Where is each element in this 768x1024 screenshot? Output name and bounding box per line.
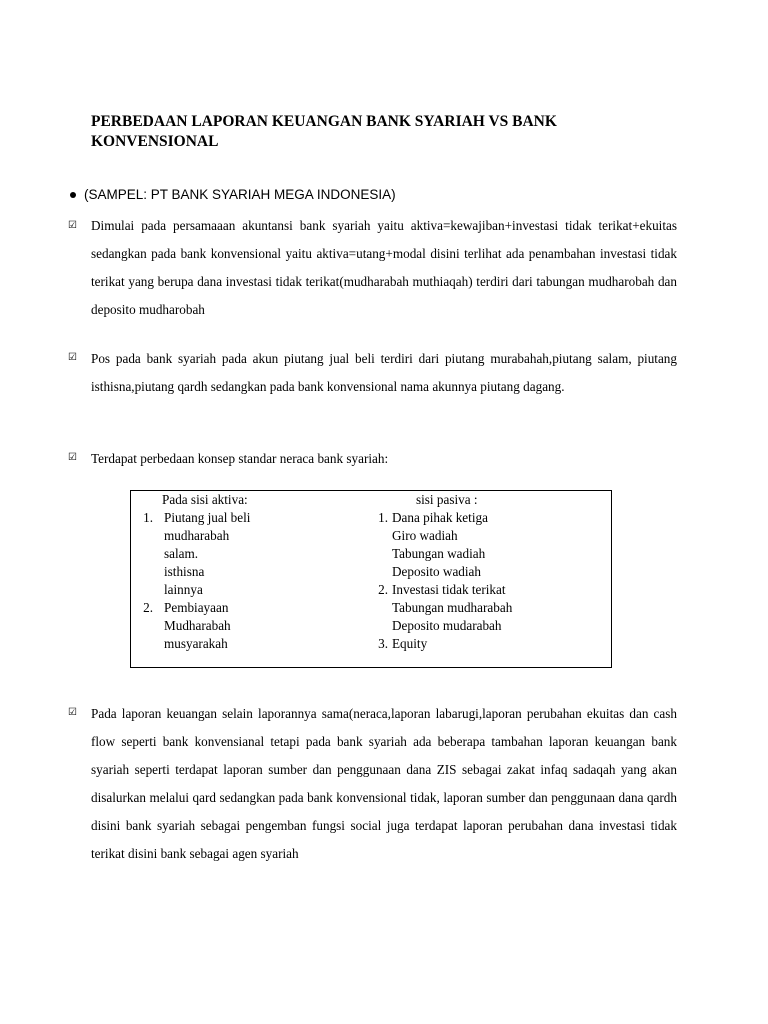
- left-row: [131, 581, 366, 599]
- left-row-text: Mudharabah: [164, 618, 231, 633]
- right-row-text: Tabungan wadiah: [392, 546, 486, 561]
- check-box-icon: ☑: [68, 352, 77, 363]
- check-box-icon: ☑: [68, 707, 77, 718]
- left-row: [131, 599, 366, 617]
- left-row-number: 1.: [143, 510, 153, 525]
- right-row-number: 1.: [378, 510, 388, 525]
- right-row: [366, 599, 611, 617]
- right-row: [366, 617, 611, 635]
- check-box-icon: ☑: [68, 220, 77, 231]
- left-row: [131, 527, 366, 545]
- right-row-text: Investasi tidak terikat: [392, 582, 506, 597]
- assets-header-row: [131, 491, 366, 509]
- left-row-text: salam.: [164, 546, 199, 561]
- left-row: [131, 563, 366, 581]
- right-row-text: Tabungan mudharabah: [392, 600, 513, 615]
- left-row-text: mudharabah: [164, 528, 230, 543]
- bullet-dot-icon: [70, 192, 76, 198]
- left-row: [131, 509, 366, 527]
- right-row: [366, 527, 611, 545]
- right-row-number: 2.: [378, 582, 388, 597]
- right-row: [366, 581, 611, 599]
- sample-bullet: [70, 185, 396, 205]
- balance-sheet-table: [130, 490, 612, 668]
- right-row: [366, 635, 611, 653]
- document-title: PERBEDAAN LAPORAN KEUANGAN BANK SYARIAH VS BANK KONVENSIONAL: [91, 113, 557, 150]
- right-row-text: Dana pihak ketiga: [392, 510, 488, 525]
- paragraph-3: Terdapat perbedaan konsep standar neraca bank syariah:: [91, 451, 389, 466]
- right-row-text: Deposito wadiah: [392, 564, 481, 579]
- liabilities-header: sisi pasiva :: [416, 492, 478, 507]
- paragraph-1: Dimulai pada persamaaan akuntansi bank syariah yaitu aktiva=kewajiban+investasi tidak terikat+ekuitas sedangkan pada bank konvensional yaitu aktiva=utang+modal disini terlihat ada penambahan investasi tidak terikat yang berupa dana investasi tidak terikat(mudharabah muthiaqah) terdiri dari tabungan mudharobah dan deposito mudharobah: [91, 218, 677, 317]
- right-row: [366, 545, 611, 563]
- sample-label: (SAMPEL: PT BANK SYARIAH MEGA INDONESIA): [84, 187, 396, 202]
- left-row-number: 2.: [143, 600, 153, 615]
- liabilities-header-row: [366, 491, 611, 509]
- left-row-text: Piutang jual beli: [164, 510, 251, 525]
- assets-column: [131, 491, 366, 653]
- left-row-text: Pembiayaan: [164, 600, 229, 615]
- left-row-text: musyarakah: [164, 636, 228, 651]
- right-row: [366, 563, 611, 581]
- paragraph-2: Pos pada bank syariah pada akun piutang jual beli terdiri dari piutang murabahah,piutang salam, piutang isthisna,piutang qardh sedangkan pada bank konvensional nama akunnya piutang dagang.: [91, 351, 677, 394]
- left-row: [131, 635, 366, 653]
- left-row: [131, 617, 366, 635]
- right-row: [366, 509, 611, 527]
- liabilities-column: [366, 491, 611, 653]
- assets-header: Pada sisi aktiva:: [162, 492, 248, 507]
- paragraph-4: Pada laporan keuangan selain laporannya sama(neraca,laporan labarugi,laporan perubahan ekuitas dan cash flow seperti bank konvensianal tetapi pada bank syariah ada beberapa tambahan laporan keuangan bank syariah seperti terdapat laporan sumber dan penggunaan dana ZIS sebagai zakat infaq sadaqah yang akan disalurkan melalui qard sedangkan pada bank konvensional tidak, laporan sumber dan penggunaan dana qardh disini bank syariah sebagai pengemban fungsi social juga terdapat laporan perubahan dana investasi tidak terikat disini bank sebagai agen syariah: [91, 706, 677, 861]
- check-box-icon: ☑: [68, 452, 77, 463]
- left-row-text: isthisna: [164, 564, 205, 579]
- right-row-text: Deposito mudarabah: [392, 618, 502, 633]
- left-row: [131, 545, 366, 563]
- left-row-text: lainnya: [164, 582, 203, 597]
- right-row-text: Equity: [392, 636, 428, 651]
- right-row-text: Giro wadiah: [392, 528, 458, 543]
- right-row-number: 3.: [378, 636, 388, 651]
